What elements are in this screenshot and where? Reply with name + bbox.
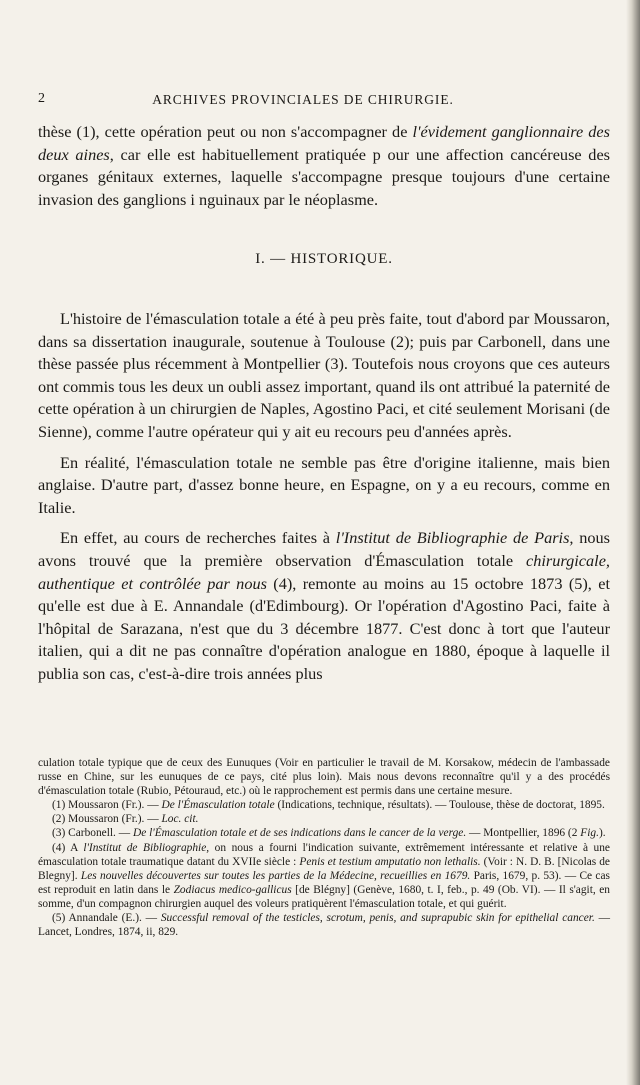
fn1-italic-1: De l'Émasculation totale (161, 799, 275, 812)
fn4-text-2: on nous a fourni l'indication suivante, extrêmement intéressante et relative à une émasculation totale traumatique datant du XVIIe siècle : (38, 841, 610, 868)
research-italic-2: chirurgicale, authentique et contrôlée par nous (38, 550, 610, 593)
footnote-3 (38, 826, 610, 840)
fn3-text-3: ). (598, 827, 606, 840)
fn5-text-1: (5) Annandale (E.). — (52, 912, 161, 925)
fn3-text-2: — Montpellier, 1896 (2 (466, 827, 581, 840)
research-text-3: (4), remonte au moins au 15 octobre 1873 (5), et qu'elle est due à E. Annandale (d'Edimbourg). Or l'opération d'Agostino Paci, faite à l'hôpital de Sarazana, n'est que du 3 décembre 1877. C'est donc à tort que l'auteur italien, qui a dit ne pas connaître d'opération analogue en 1880, époque à laquelle il publia son cas, c'est-à-dire trois années plus (38, 573, 610, 683)
footnote-2 (38, 812, 610, 826)
fn4-text-4: Paris, 1679, p. 53). — Ce cas est reproduit en latin dans le (38, 869, 610, 896)
fn4-text-5: [de Blégny] (Genève, 1680, t. I, feb., p. 49 (Ob. VI). — Il s'agit, en somme, d'un compagnon chirurgien auquel des voleurs pratiquèrent l'émasculation totale, et qui guérit. (38, 883, 610, 910)
page-edge-shadow (626, 0, 640, 1085)
fn3-italic-2: Fig. (580, 827, 599, 840)
footnote-4 (38, 841, 610, 911)
intro-text-2: , car elle est habituellement pratiquée p our une affection cancéreuse des organes génitaux externes, laquelle s'accompagne presque toujours d'une certaine invasion des ganglions i nguinaux par le néoplasme. (38, 144, 611, 209)
running-header (38, 91, 624, 109)
section-heading: I. — HISTORIQUE. (255, 251, 393, 268)
fn4-italic-3: Les nouvelles découvertes sur toutes les parties de la Médecine, recueillies en 1679. (80, 869, 471, 882)
intro-paragraph (38, 121, 610, 211)
footnote-5 (38, 911, 610, 939)
fn1-text-1: (1) Moussaron (Fr.). — (52, 799, 162, 812)
fn5-text-2: — Lancet, Londres, 1874, ii, 829. (38, 912, 611, 939)
intro-italic-1: l'évidement ganglionnaire des deux aines (38, 122, 610, 164)
paragraph-origin: En réalité, l'émasculation totale ne semble pas être d'origine italienne, mais bien anglaise. D'autre part, d'assez bonne heure, en Espagne, on y a eu recours, comme en Italie. (38, 452, 610, 517)
footnote-1 (38, 798, 610, 812)
fn4-italic-4: Zodiacus medico-gallicus (173, 883, 292, 896)
fn4-italic-2: Penis et testium amputatio non lethalis. (299, 855, 481, 868)
main-text (38, 121, 610, 685)
fn4-text-3: (Voir : N. D. B. [Nicolas de Blegny]. (38, 855, 610, 882)
fn1-text-2: (Indications, technique, résultats). — Toulouse, thèse de doctorat, 1895. (274, 799, 605, 812)
fn2-italic-1: Loc. cit. (161, 813, 199, 826)
page (38, 0, 624, 1085)
intro-text-1: thèse (1), cette opération peut ou non s'accompagner de (38, 122, 413, 141)
research-text-2: nous avons trouvé que la première observation d'Émasculation totale (38, 528, 610, 570)
fn3-text-1: (3) Carbonell. — (52, 827, 133, 840)
fn4-italic-1: l'Institut de Bibliographie, (83, 841, 210, 854)
fn2-text-1: (2) Moussaron (Fr.). — (52, 813, 162, 826)
fn5-italic-1: Successful removal of the testicles, scrotum, penis, and suprapubic skin for epithelial cancer. (160, 912, 595, 925)
research-text-1: En effet, au cours de recherches faites à (60, 528, 336, 548)
paragraph-research (38, 527, 610, 685)
footnote-continuation: culation totale typique que de ceux des Eunuques (Voir en particulier le travail de M. Korsakow, médecin de l'ambassade russe en Chine, sur les eunuques de ce pays, cité plus loin). Mais nous devons reconnaître qu'il y a des procédés d'émasculation totale (Rubio, Pétouraud, etc.) où le rapprochement est permis dans une certaine mesure. (38, 757, 610, 798)
running-title: ARCHIVES PROVINCIALES DE CHIRURGIE. (152, 92, 454, 107)
research-italic-1: l'Institut de Bibliographie de Paris, (335, 528, 574, 548)
page-number: 2 (38, 91, 45, 106)
fn4-text-1: (4) A (52, 841, 84, 854)
paragraph-history: L'histoire de l'émasculation totale a été à peu près faite, tout d'abord par Moussaron, dans sa dissertation inaugurale, soutenue à Toulouse (2); puis par Carbonell, dans une thèse passée plus récemment à Montpellier (3). Toutefois nous croyons que ces auteurs ont commis tous les deux un oubli assez important, quand ils ont attribué la paternité de cette opération à un chirurgien de Naples, Agostino Paci, et cité seulement Morisani (de Sienne), comme l'autre opérateur qui y ait eu recours peu d'années après. (38, 308, 610, 441)
footnotes (38, 756, 610, 939)
fn3-italic-1: De l'Émasculation totale et de ses indications dans le cancer de la verge. (132, 827, 467, 840)
